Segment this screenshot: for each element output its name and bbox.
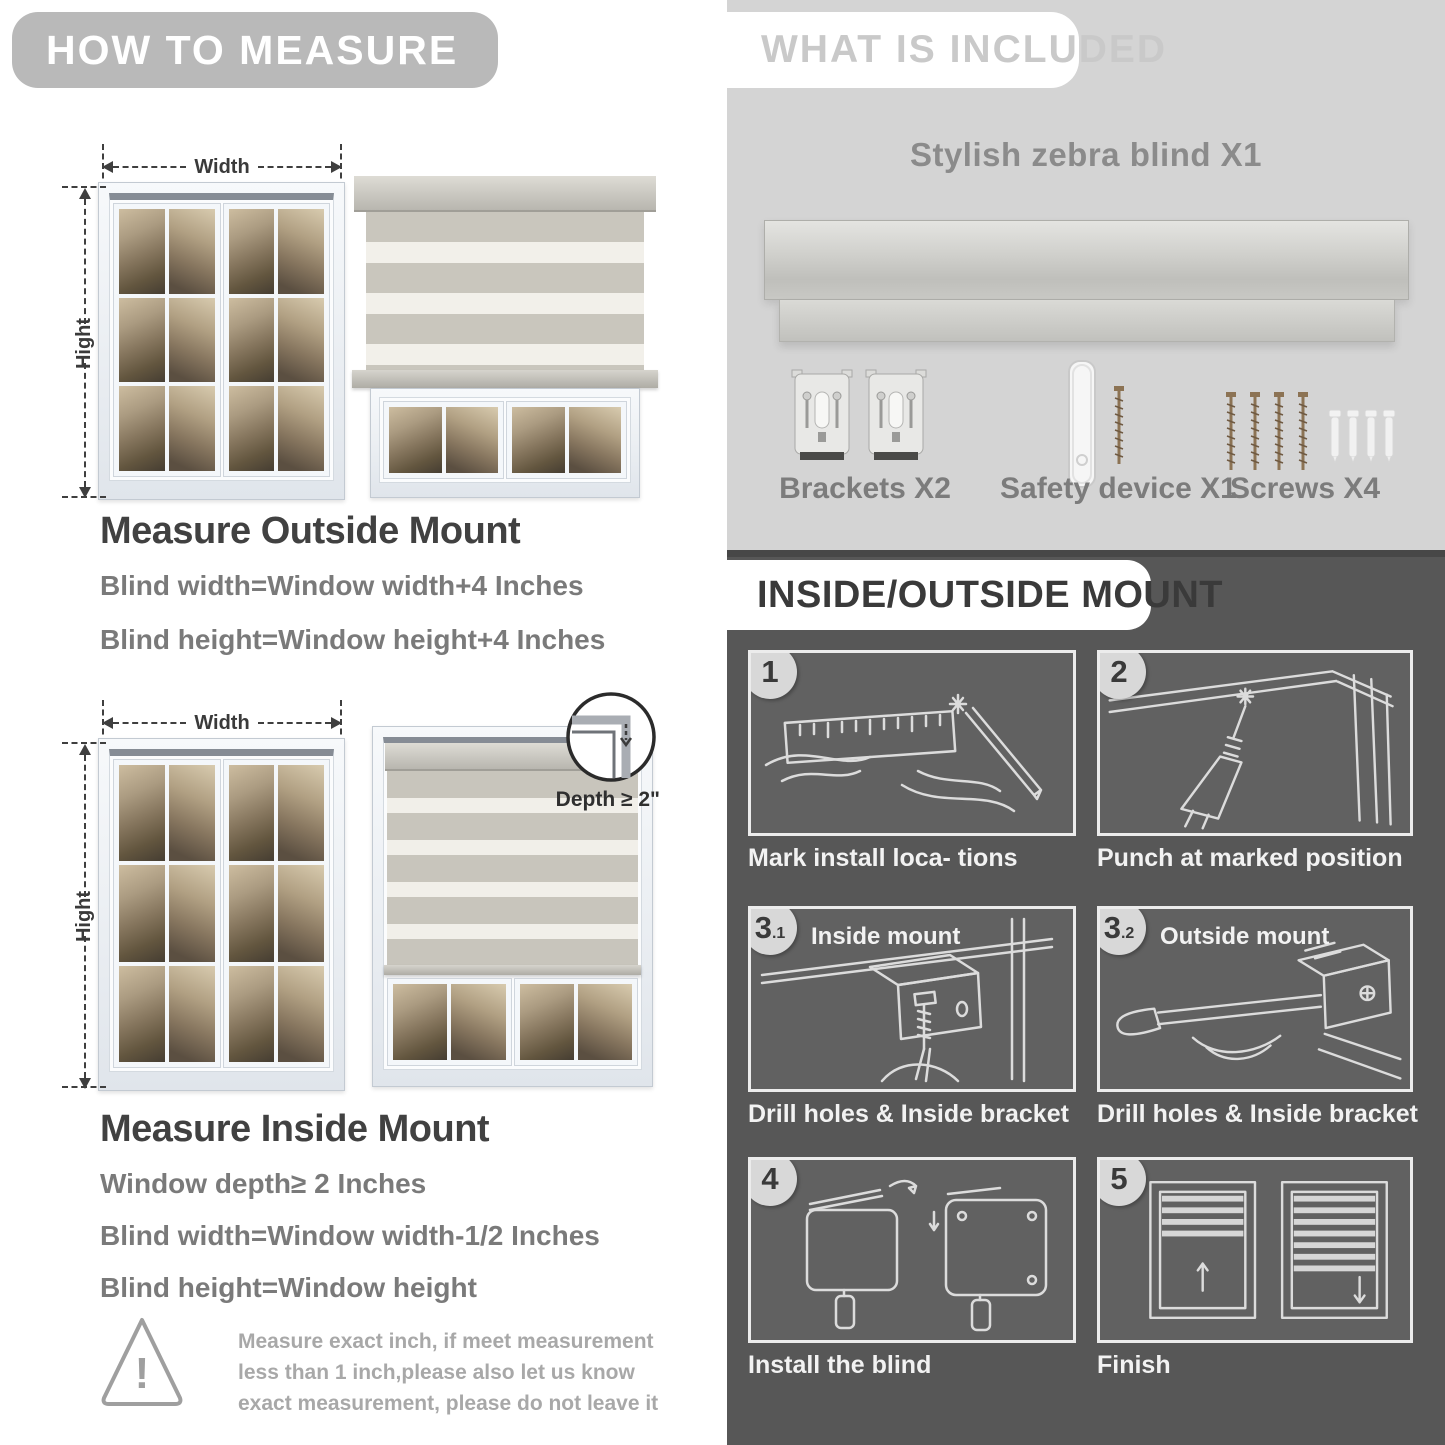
step-panel-2 bbox=[1097, 650, 1413, 836]
step-caption: Finish bbox=[1097, 1351, 1171, 1379]
outside-mount-heading: Measure Outside Mount bbox=[100, 510, 521, 552]
inside-mount-heading: Measure Inside Mount bbox=[100, 1108, 490, 1150]
height-measure-arrow bbox=[74, 744, 96, 1089]
height-label: Hight bbox=[73, 890, 96, 943]
step-badge: 5 bbox=[1097, 1157, 1146, 1206]
brackets-label: Brackets X2 bbox=[779, 472, 951, 505]
step-panel-3-1 bbox=[748, 906, 1076, 1092]
outside-mount-line: Blind height=Window height+4 Inches bbox=[100, 624, 606, 655]
blind-headrail-lower bbox=[779, 300, 1395, 342]
how-to-measure-header: HOW TO MEASURE bbox=[12, 12, 498, 88]
inside-mount-line: Blind width=Window width-1/2 Inches bbox=[100, 1220, 600, 1251]
window-sash bbox=[388, 979, 511, 1065]
window-sash bbox=[224, 204, 330, 476]
depth-magnifier-icon bbox=[564, 690, 658, 784]
arrow-down-icon bbox=[79, 1078, 91, 1089]
arrow-up-icon bbox=[79, 188, 91, 199]
safety-device-label: Safety device X1 bbox=[1000, 472, 1237, 505]
finish-illustration bbox=[1100, 1160, 1410, 1340]
blind-bottom-rail bbox=[352, 370, 658, 388]
height-measure-arrow bbox=[74, 188, 96, 498]
blind-solid-band bbox=[387, 939, 638, 965]
width-label: Width bbox=[194, 155, 250, 178]
warning-exclamation: ! bbox=[134, 1349, 150, 1398]
safety-device-image bbox=[1062, 358, 1102, 490]
outside-mount-line: Blind width=Window width+4 Inches bbox=[100, 570, 584, 601]
window-sash bbox=[515, 979, 638, 1065]
arrow-down-icon bbox=[79, 487, 91, 498]
width-measure-arrow bbox=[102, 156, 342, 178]
screws-anchors-image bbox=[1224, 390, 1404, 476]
step-panel-5 bbox=[1097, 1157, 1413, 1343]
step-panel-3-2 bbox=[1097, 906, 1413, 1092]
inside-mount-line: Window depth≥ 2 Inches bbox=[100, 1168, 427, 1199]
step-caption: Drill holes & Inside bracket bbox=[1097, 1100, 1418, 1128]
step-badge: 2 bbox=[1097, 650, 1146, 699]
zebra-blind-closed-photo bbox=[352, 176, 658, 498]
warning-triangle-icon bbox=[96, 1310, 188, 1410]
drill-illustration bbox=[1100, 653, 1410, 833]
blind-headrail-image bbox=[764, 220, 1409, 300]
depth-label: Depth ≥ 2" bbox=[555, 788, 660, 811]
height-label: Hight bbox=[73, 317, 96, 369]
window-sash bbox=[114, 204, 220, 476]
blind-stripes bbox=[366, 212, 644, 370]
inside-mount-label: Inside mount bbox=[811, 923, 961, 950]
step-badge: 4 bbox=[748, 1157, 797, 1206]
blind-cassette bbox=[354, 176, 656, 212]
warning-text: Measure exact inch, if meet measurement less than 1 inch,please also let us know exact measurement, please do not leave it bbox=[238, 1330, 659, 1415]
step-panel-1 bbox=[748, 650, 1076, 836]
step-caption: Install the blind bbox=[748, 1351, 932, 1379]
step-caption: Punch at marked position bbox=[1097, 844, 1403, 872]
bracket-image bbox=[788, 366, 856, 466]
step-badge: 3 .1 bbox=[748, 906, 797, 955]
inside-mount-line: Blind height=Window height bbox=[100, 1272, 477, 1303]
step-badge: 3 .2 bbox=[1097, 906, 1146, 955]
inside-outside-mount-header: INSIDE/OUTSIDE MOUNT bbox=[727, 560, 1151, 630]
install-blind-illustration bbox=[751, 1160, 1073, 1340]
zebra-blind-item-label: Stylish zebra blind X1 bbox=[909, 136, 1263, 173]
mark-location-illustration bbox=[751, 653, 1073, 833]
step-badge: 1 bbox=[748, 650, 797, 699]
window-sash bbox=[114, 760, 220, 1067]
screw-image bbox=[1112, 384, 1126, 470]
outside-mount-label: Outside mount bbox=[1160, 923, 1330, 950]
step-panel-4 bbox=[748, 1157, 1076, 1343]
step-caption: Mark install loca- tions bbox=[748, 844, 1018, 872]
blind-bottom-rail bbox=[384, 965, 641, 975]
window-photo-inside bbox=[98, 738, 345, 1091]
window-sash bbox=[224, 760, 330, 1067]
width-label: Width bbox=[194, 711, 250, 734]
bracket-image bbox=[862, 366, 930, 466]
step-caption: Drill holes & Inside bracket bbox=[748, 1100, 1069, 1128]
screws-label: Screws X4 bbox=[1229, 472, 1381, 505]
what-is-included-header: WHAT IS INCLUDED bbox=[727, 12, 1079, 88]
width-measure-arrow bbox=[102, 712, 342, 734]
arrow-up-icon bbox=[79, 744, 91, 755]
window-photo-outside bbox=[98, 182, 345, 500]
